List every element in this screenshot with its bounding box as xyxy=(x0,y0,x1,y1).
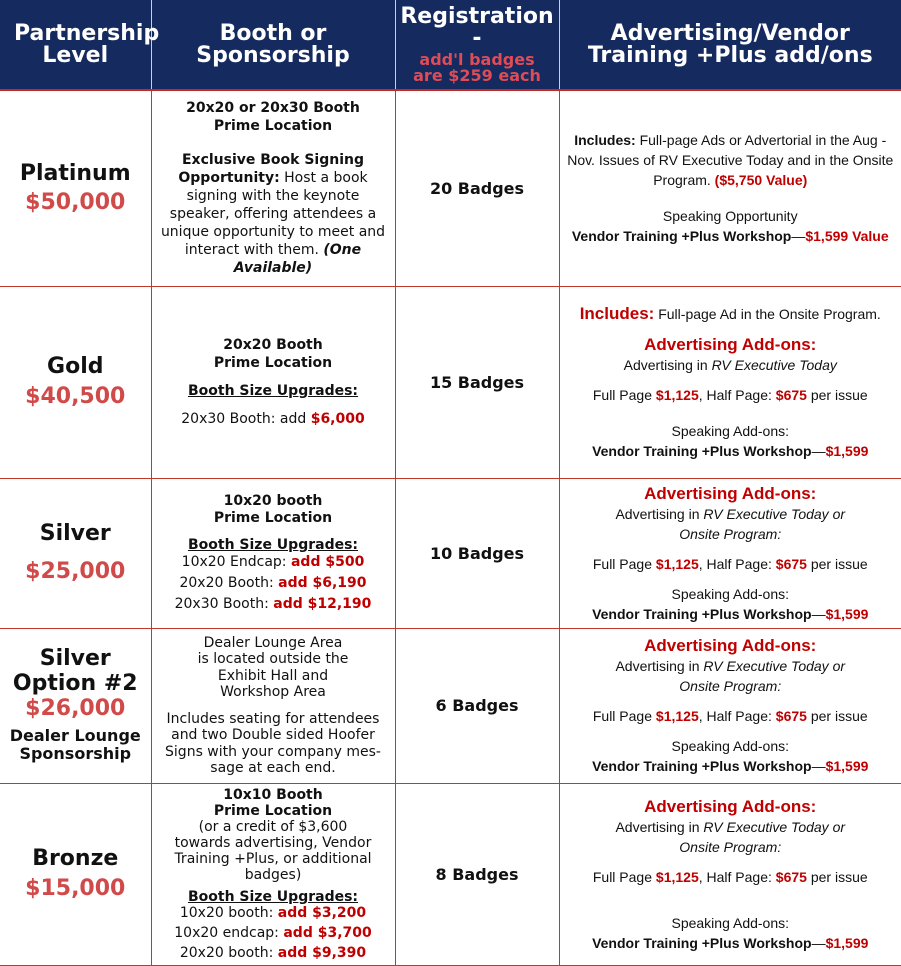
pricing-line xyxy=(560,385,901,405)
speaking-label: Speaking Add-ons: xyxy=(671,585,790,602)
booth-location: Prime Location xyxy=(213,803,333,819)
level-cell xyxy=(0,286,151,478)
header-booth xyxy=(151,0,395,90)
half-page-price: $675 xyxy=(775,868,807,885)
full-page-label: Full Page xyxy=(592,868,653,885)
addons-publication: RV Executive Today or Onsite Program: xyxy=(679,818,846,855)
badges-count: 20 Badges xyxy=(429,178,525,198)
badges-count: 8 Badges xyxy=(435,864,519,884)
level-price: $26,000 xyxy=(25,695,126,721)
booth-title: 10x10 Booth xyxy=(223,787,323,803)
level-price: $25,000 xyxy=(25,558,126,584)
advertising-cell xyxy=(559,90,901,286)
half-page-label: , Half Page: xyxy=(698,708,772,724)
booth-credit: (or a credit of $3,600 towards advertising, Vendor Training +Plus, or additional badges) xyxy=(174,819,372,883)
lounge-line: Exhibit Hall and xyxy=(217,667,329,684)
table-row-platinum xyxy=(0,90,901,286)
booth-title: 10x20 booth xyxy=(223,493,323,509)
addons-label: Advertising Add-ons: xyxy=(644,335,817,354)
advertising-cell xyxy=(559,783,901,965)
pricing-line xyxy=(560,867,901,887)
speaking-label: Speaking Opportunity xyxy=(662,208,798,225)
upgrade-line xyxy=(152,575,395,592)
workshop-line xyxy=(566,226,896,246)
half-page-price: $675 xyxy=(775,555,807,572)
badges-cell xyxy=(395,783,559,965)
level-cell xyxy=(0,783,151,965)
upgrades-label: Booth Size Upgrades: xyxy=(187,537,359,553)
badges-cell xyxy=(395,90,559,286)
lounge-line: Workshop Area xyxy=(220,684,326,700)
dash: — xyxy=(791,228,806,245)
advertising-cell xyxy=(559,628,901,783)
badges-count: 6 Badges xyxy=(435,696,519,715)
level-sub-2: Sponsorship xyxy=(19,744,132,764)
workshop-line xyxy=(560,441,901,461)
addons-prefix: Advertising in xyxy=(623,357,708,373)
dash: — xyxy=(811,934,826,951)
dash: — xyxy=(811,758,826,774)
upgrade-line xyxy=(152,596,395,613)
table-row-silver xyxy=(0,478,901,628)
includes-text xyxy=(566,130,896,190)
booth-location: Prime Location xyxy=(213,118,333,135)
upgrade-price: $6,000 xyxy=(310,411,365,427)
level-cell xyxy=(0,478,151,628)
badges-cell xyxy=(395,478,559,628)
level-sub-1: Dealer Lounge xyxy=(9,725,141,745)
full-page-label: Full Page xyxy=(592,387,653,403)
addons-publication: RV Executive Today xyxy=(711,357,837,373)
includes-value: ($5,750 Value) xyxy=(714,172,808,189)
booth-location: Prime Location xyxy=(213,510,333,526)
level-price: $50,000 xyxy=(25,189,126,215)
upgrade-price: add $12,190 xyxy=(273,596,372,612)
workshop-price: $1,599 xyxy=(825,443,869,459)
full-page-price: $1,125 xyxy=(655,387,699,403)
upgrade-line xyxy=(160,905,387,921)
upgrades-label: Booth Size Upgrades: xyxy=(187,889,359,905)
booth-cell xyxy=(151,90,395,286)
advertising-cell xyxy=(559,286,901,478)
workshop-price: $1,599 xyxy=(825,605,869,622)
includes-label: Includes: xyxy=(574,132,636,149)
addons-label: Advertising Add-ons: xyxy=(644,483,817,503)
lounge-description: Includes seating for attendees and two Double sided Hoofer Signs with your company mes-sage at each end. xyxy=(165,710,381,776)
upgrade-line xyxy=(152,554,395,571)
upgrade-text: 10x20 Endcap: xyxy=(181,554,287,570)
header-col4: Advertising/Vendor Training +Plus add/ons xyxy=(587,20,873,68)
header-col1: Partnership Level xyxy=(14,20,160,68)
speaking-label: Speaking Add-ons: xyxy=(671,423,790,439)
upgrade-price: add $6,190 xyxy=(278,575,367,591)
full-page-price: $1,125 xyxy=(655,708,699,724)
booth-title: 20x20 or 20x30 Booth xyxy=(186,100,360,117)
exclusive-text: Host a book signing with the keynote speaker, offering attendees a unique opportunity to meet and interact with them. xyxy=(160,170,386,259)
header-advertising xyxy=(559,0,901,90)
addons-line xyxy=(560,656,901,696)
booth-location: Prime Location xyxy=(213,355,333,371)
header-col3-title: Registration - xyxy=(400,3,554,51)
includes-description: Full-page Ad in the Onsite Program. xyxy=(658,306,881,322)
level-cell xyxy=(0,628,151,783)
level-name: Bronze xyxy=(32,846,119,872)
upgrade-price: add $9,390 xyxy=(277,945,367,961)
upgrade-text: 10x20 endcap: xyxy=(174,925,279,941)
includes-label: Includes: xyxy=(579,304,655,323)
workshop-name: Vendor Training +Plus Workshop xyxy=(571,228,792,245)
upgrade-price: add $500 xyxy=(290,554,365,570)
booth-cell xyxy=(151,783,395,965)
dash: — xyxy=(811,443,826,459)
pricing-line xyxy=(560,706,901,726)
addons-prefix: Advertising in xyxy=(615,505,700,522)
addons-publication: RV Executive Today or Onsite Program: xyxy=(679,658,846,694)
addons-line xyxy=(560,355,901,375)
table-row-gold xyxy=(0,286,901,478)
workshop-line xyxy=(560,756,901,776)
booth-cell xyxy=(151,478,395,628)
booth-cell xyxy=(151,628,395,783)
workshop-value: $1,599 Value xyxy=(805,228,889,245)
badges-cell xyxy=(395,628,559,783)
workshop-name: Vendor Training +Plus Workshop xyxy=(592,934,812,951)
addons-label: Advertising Add-ons: xyxy=(644,636,817,655)
level-price: $15,000 xyxy=(25,875,126,901)
header-registration xyxy=(395,0,559,90)
level-name: Silver xyxy=(39,521,111,547)
upgrades-label: Booth Size Upgrades: xyxy=(187,383,359,399)
header-col3-sub: add'l badges are $259 each xyxy=(413,49,541,85)
addons-publication: RV Executive Today or Onsite Program: xyxy=(679,505,846,542)
dash: — xyxy=(811,605,826,622)
badges-count: 10 Badges xyxy=(429,543,525,563)
half-page-price: $675 xyxy=(775,708,807,724)
full-page-price: $1,125 xyxy=(655,555,699,572)
booth-title: 20x20 Booth xyxy=(223,337,323,353)
upgrade-price: add $3,700 xyxy=(283,925,372,941)
exclusive-note: (One Available) xyxy=(233,242,362,277)
half-page-label: , Half Page: xyxy=(698,868,772,885)
includes-text xyxy=(560,303,901,324)
level-cell xyxy=(0,90,151,286)
advertising-cell xyxy=(559,478,901,628)
upgrade-text: 20x20 Booth: xyxy=(179,575,274,591)
header-row xyxy=(0,0,901,90)
upgrade-text: 20x30 Booth: xyxy=(174,596,269,612)
half-page-price: $675 xyxy=(775,387,807,403)
per-issue: per issue xyxy=(810,868,868,885)
workshop-line xyxy=(560,933,901,953)
addons-line xyxy=(560,817,901,857)
lounge-line: Dealer Lounge Area xyxy=(203,634,343,651)
workshop-line xyxy=(560,604,901,624)
speaking-label: Speaking Add-ons: xyxy=(671,914,790,931)
exclusive-offer xyxy=(158,151,389,277)
speaking-label: Speaking Add-ons: xyxy=(671,738,790,754)
upgrade-price: add $3,200 xyxy=(277,905,367,921)
workshop-name: Vendor Training +Plus Workshop xyxy=(592,758,812,774)
workshop-price: $1,599 xyxy=(825,758,869,774)
level-price: $40,500 xyxy=(25,383,126,409)
table-row-bronze xyxy=(0,783,901,965)
half-page-label: , Half Page: xyxy=(698,387,772,403)
addons-label: Advertising Add-ons: xyxy=(644,796,817,816)
addons-prefix: Advertising in xyxy=(615,818,700,835)
level-name: Silver xyxy=(39,646,111,672)
workshop-name: Vendor Training +Plus Workshop xyxy=(592,443,812,459)
addons-prefix: Advertising in xyxy=(615,658,700,674)
addons-line xyxy=(560,504,901,544)
badges-count: 15 Badges xyxy=(429,372,525,392)
upgrade-line xyxy=(152,410,395,428)
full-page-label: Full Page xyxy=(592,708,653,724)
level-name-option: Option #2 xyxy=(12,670,138,696)
per-issue: per issue xyxy=(810,708,868,724)
upgrade-line xyxy=(160,945,387,961)
full-page-label: Full Page xyxy=(592,555,653,572)
level-name: Gold xyxy=(47,354,104,380)
badges-cell xyxy=(395,286,559,478)
workshop-price: $1,599 xyxy=(825,934,869,951)
workshop-name: Vendor Training +Plus Workshop xyxy=(592,605,812,622)
booth-cell xyxy=(151,286,395,478)
upgrade-text: 10x20 booth: xyxy=(179,905,274,921)
header-col2: Booth or Sponsorship xyxy=(196,20,350,68)
pricing-line xyxy=(560,554,901,574)
upgrade-text: 20x20 booth: xyxy=(179,945,274,961)
includes-description: Full-page Ads or Advertorial in the Aug - Nov. Issues of RV Executive Today and in the Onsite Program. xyxy=(567,132,894,189)
lounge-line: is located outside the xyxy=(197,651,349,667)
per-issue: per issue xyxy=(810,387,868,403)
half-page-label: , Half Page: xyxy=(698,555,772,572)
header-partnership-level xyxy=(0,0,160,90)
table-row-silver-option-2 xyxy=(0,628,901,783)
upgrade-line xyxy=(160,925,387,941)
level-name: Platinum xyxy=(19,160,131,186)
exclusive-label: Exclusive Book Signing Opportunity: xyxy=(178,152,365,187)
upgrade-text: 20x30 Booth: add xyxy=(181,411,307,427)
full-page-price: $1,125 xyxy=(655,868,699,885)
per-issue: per issue xyxy=(810,555,868,572)
